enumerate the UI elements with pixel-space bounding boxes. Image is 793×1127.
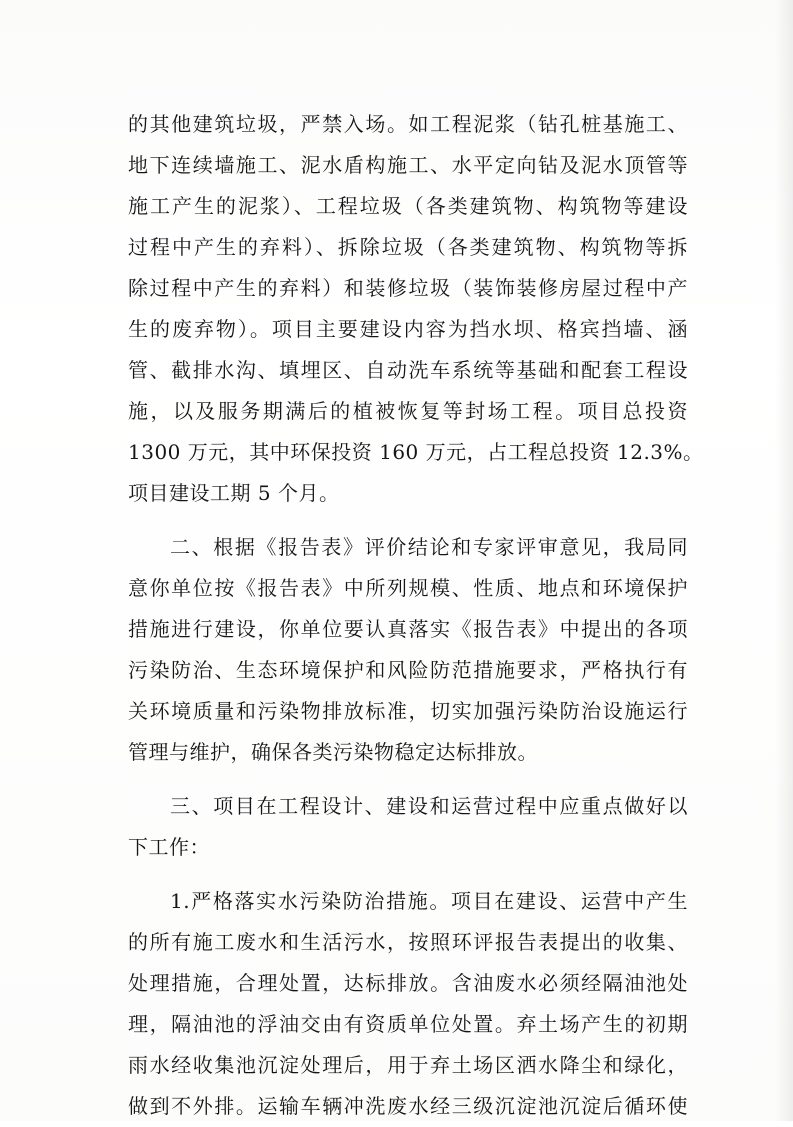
text-line: 项目建设工期 5 个月。 <box>128 481 340 505</box>
text-line: 处理措施，合理处置，达标排放。含油废水必须经隔油池处 <box>128 971 688 995</box>
text-line: 理，隔油池的浮油交由有资质单位处置。弃土场产生的初期 <box>128 1012 688 1036</box>
text-line: 1.严格落实水污染防治措施。项目在建设、运营中产生 <box>170 889 688 913</box>
text-line: 1300 万元，其中环保投资 160 万元，占工程总投资 12.3%。 <box>128 440 704 464</box>
text-line: 除过程中产生的弃料）和装修垃圾（装饰装修房屋过程中产 <box>128 276 688 300</box>
text-line: 地下连续墙施工、泥水盾构施工、水平定向钻及泥水顶管等 <box>128 153 688 177</box>
text-line: 生的废弃物）。项目主要建设内容为挡水坝、格宾挡墙、涵 <box>128 317 688 341</box>
paragraph-section-three <box>128 786 688 868</box>
text-line: 管理与维护，确保各类污染物稳定达标排放。 <box>128 740 538 764</box>
text-line: 雨水经收集池沉淀处理后，用于弃土场区洒水降尘和绿化， <box>128 1053 688 1077</box>
paragraph-section-two <box>128 527 688 773</box>
text-line: 污染防治、生态环境保护和风险防范措施要求，严格执行有 <box>128 658 688 682</box>
text-line: 下工作： <box>128 835 210 859</box>
text-line: 措施进行建设，你单位要认真落实《报告表》中提出的各项 <box>128 617 688 641</box>
document-body <box>128 104 704 1127</box>
text-line: 三、项目在工程设计、建设和运营过程中应重点做好以 <box>170 794 688 818</box>
text-line: 做到不外排。运输车辆冲洗废水经三级沉淀池沉淀后循环使 <box>128 1094 688 1118</box>
text-line: 关环境质量和污染物排放标准，切实加强污染防治设施运行 <box>128 699 688 723</box>
text-line: 的所有施工废水和生活污水，按照环评报告表提出的收集、 <box>128 930 688 954</box>
scan-edge-shadow <box>775 0 793 1121</box>
text-line: 管、截排水沟、填埋区、自动洗车系统等基础和配套工程设 <box>128 358 688 382</box>
text-line: 过程中产生的弃料）、拆除垃圾（各类建筑物、构筑物等拆 <box>128 235 688 259</box>
text-line: 施，以及服务期满后的植被恢复等封场工程。项目总投资 <box>128 399 688 423</box>
text-line: 意你单位按《报告表》中所列规模、性质、地点和环境保护 <box>128 576 688 600</box>
text-line: 施工产生的泥浆）、工程垃圾（各类建筑物、构筑物等建设 <box>128 194 688 218</box>
paragraph-item-one <box>128 881 688 1127</box>
paragraph-continuation <box>128 104 704 514</box>
text-line: 的其他建筑垃圾，严禁入场。如工程泥浆（钻孔桩基施工、 <box>128 112 688 136</box>
text-line: 二、根据《报告表》评价结论和专家评审意见，我局同 <box>170 535 688 559</box>
